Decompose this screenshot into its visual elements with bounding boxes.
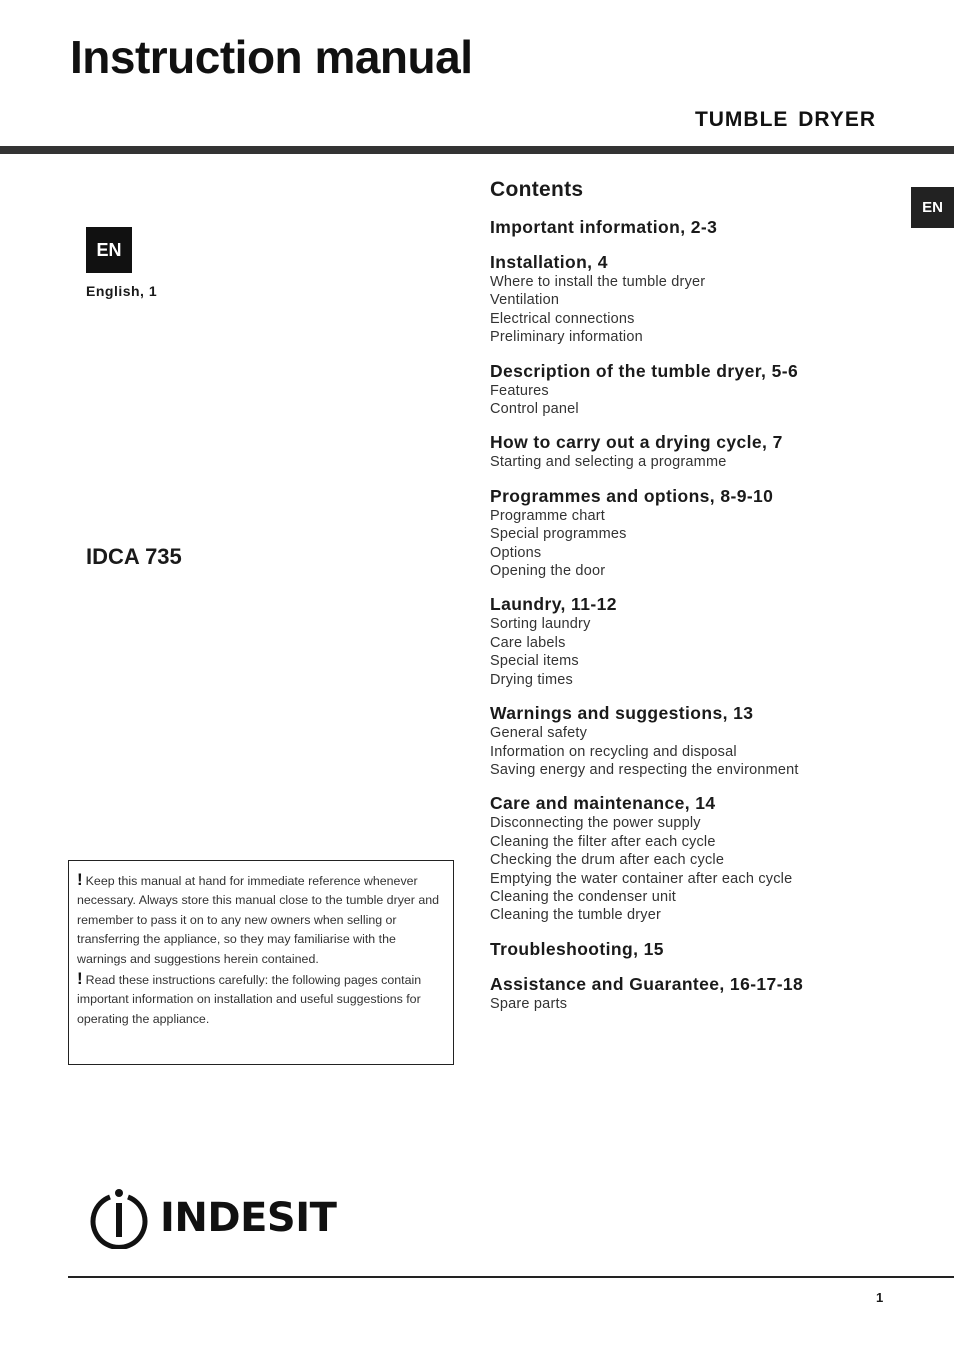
footer-rule <box>68 1276 954 1278</box>
contents-subitem: Spare parts <box>490 995 568 1012</box>
contents-subitem: Options <box>490 544 542 561</box>
contents-subitem: Special programmes <box>490 526 627 543</box>
contents-section-title: Warnings and suggestions, 13 <box>490 703 754 724</box>
contents-subitem: Control panel <box>490 401 579 418</box>
contents-section-title: Important information, 2-3 <box>490 217 718 237</box>
language-side-tab: EN <box>911 187 954 228</box>
contents-subitem: Sorting laundry <box>490 616 591 633</box>
product-type: TUMBLE DRYER <box>694 108 876 131</box>
model-number: IDCA 735 <box>86 544 182 569</box>
contents-subitem: Disconnecting the power supply <box>490 815 701 832</box>
contents-sections <box>490 216 900 1013</box>
contents-subitem: Emptying the water container after each cycle <box>490 870 793 887</box>
contents-section <box>490 593 900 689</box>
contents-subitem: Saving energy and respecting the environment <box>490 761 799 778</box>
language-index: English, 1 <box>86 283 158 299</box>
contents-section-title: Troubleshooting, 15 <box>490 938 664 959</box>
contents-heading: Contents <box>490 178 584 201</box>
notice-paragraph: ! Read these instructions carefully: the following pages contain important information on installation and useful suggestions for operating the appliance. <box>77 969 422 1026</box>
notice-box <box>68 860 454 1065</box>
contents-section-title: Assistance and Guarantee, 16-17-18 <box>490 973 804 994</box>
contents-subitem: Cleaning the condenser unit <box>490 888 676 905</box>
contents-subitem: Special items <box>490 653 579 670</box>
contents-subitem: Opening the door <box>490 563 606 580</box>
contents-section-title: Installation, 4 <box>490 252 608 272</box>
contents-subitem: General safety <box>490 725 588 742</box>
contents-section <box>490 251 900 347</box>
contents-subitem: Preliminary information <box>490 329 643 346</box>
contents-section-title: How to carry out a drying cycle, 7 <box>490 432 783 453</box>
contents-subitem: Checking the drum after each cycle <box>490 852 725 869</box>
contents-section <box>490 938 900 960</box>
contents-section <box>490 792 900 924</box>
contents-section <box>490 702 900 779</box>
contents-subitem: Information on recycling and disposal <box>490 743 737 760</box>
contents-subitem: Ventilation <box>490 292 560 309</box>
contents-subitem: Cleaning the filter after each cycle <box>490 833 716 850</box>
page-number: 1 <box>876 1290 884 1305</box>
brand-wordmark: INDESIT <box>160 1195 337 1241</box>
contents-section <box>490 485 900 581</box>
language-badge: EN <box>86 227 132 273</box>
contents-subitem: Starting and selecting a programme <box>490 454 727 471</box>
contents-section <box>490 360 900 419</box>
contents-subitem: Features <box>490 382 549 399</box>
contents-section-title: Programmes and options, 8-9-10 <box>490 485 774 506</box>
indesit-i-logo-icon <box>88 1187 150 1249</box>
contents-subitem: Drying times <box>490 671 573 688</box>
exclamation-icon: ! <box>77 870 83 889</box>
contents-subitem: Cleaning the tumble dryer <box>490 907 662 924</box>
contents-section <box>490 973 900 1013</box>
contents-section-title: Description of the tumble dryer, 5-6 <box>490 360 799 381</box>
exclamation-icon: ! <box>77 969 83 989</box>
contents-subitem: Programme chart <box>490 507 606 524</box>
contents-section-title: Laundry, 11-12 <box>490 594 617 615</box>
page-title: Instruction manual <box>70 31 473 83</box>
contents-section-title: Care and maintenance, 14 <box>490 793 716 814</box>
brand-logo <box>88 1186 336 1250</box>
contents-section <box>490 216 900 238</box>
contents-subitem: Where to install the tumble dryer <box>490 274 706 290</box>
contents-subitem: Care labels <box>490 634 566 651</box>
table-of-contents <box>490 178 900 1026</box>
notice-paragraph: ! Keep this manual at hand for immediate reference whenever necessary. Always store this manual close to the tumble dryer and remember to pass it on to any new owners when selling or transferring the appliance, so they may familiarise with the warnings and suggestions herein contained. <box>77 870 440 966</box>
contents-section <box>490 431 900 471</box>
contents-subitem: Electrical connections <box>490 310 635 327</box>
header-rule <box>0 146 954 154</box>
